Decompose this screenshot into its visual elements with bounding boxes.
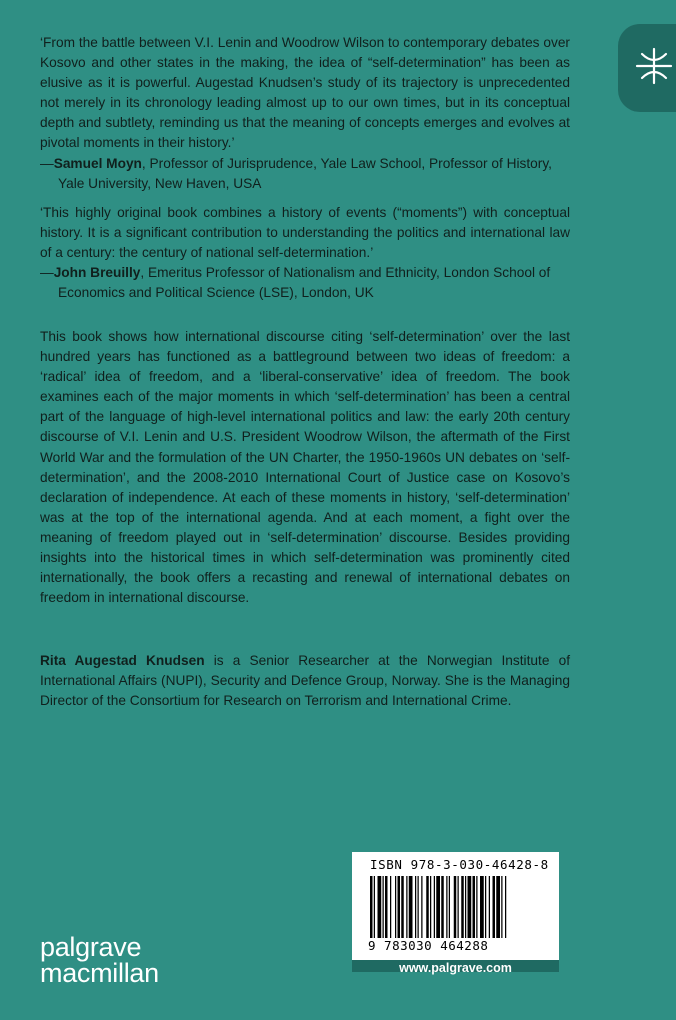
barcode-bar bbox=[465, 876, 466, 938]
barcode-block bbox=[352, 852, 559, 972]
barcode-bar bbox=[383, 876, 384, 938]
barcode-bar bbox=[370, 876, 373, 938]
barcode-bar bbox=[430, 876, 431, 938]
barcode-bar bbox=[454, 876, 457, 938]
endorser-name: John Breuilly bbox=[53, 265, 141, 281]
barcode-bar bbox=[385, 876, 388, 938]
barcode-bar bbox=[406, 876, 407, 938]
barcode-bar bbox=[401, 876, 404, 938]
barcode-bar bbox=[374, 876, 375, 938]
barcode-bar bbox=[426, 876, 429, 938]
praise-attribution bbox=[40, 154, 570, 194]
endorser-name: Samuel Moyn bbox=[53, 155, 142, 171]
publisher-line-1: palgrave bbox=[40, 932, 142, 962]
barcode-bar bbox=[485, 876, 486, 938]
barcode-bar bbox=[461, 876, 464, 938]
barcode-bar bbox=[441, 876, 444, 938]
barcode-image bbox=[370, 876, 542, 938]
attribution-dash: — bbox=[40, 155, 54, 171]
barcode-bar bbox=[418, 876, 419, 938]
barcode-bar bbox=[468, 876, 472, 938]
publisher-line-2: macmillan bbox=[40, 958, 159, 988]
palgrave-logo-icon bbox=[634, 46, 674, 86]
isbn-label: ISBN 978-3-030-46428-8 bbox=[370, 857, 549, 872]
praise-quote-text: ‘This highly original book combines a history of events (“moments”) with conceptual history. It is a significant contribution to understanding the politics and international law of a century: the century of national self-determination.’ bbox=[40, 205, 570, 261]
barcode-bar bbox=[421, 876, 422, 938]
barcode-bar bbox=[390, 876, 391, 938]
author-bio-text: is a Senior Researcher at the Norwegian Institute of International Affairs (NUPI), Security and Defence Group, Norway. She is the Managing Director of the Consortium for Research on Terrorism and International Crime. bbox=[40, 653, 570, 709]
barcode-bar bbox=[505, 876, 506, 938]
publisher-wordmark bbox=[40, 934, 159, 986]
barcode-bar bbox=[449, 876, 450, 938]
praise-quote-text: ‘From the battle between V.I. Lenin and Woodrow Wilson to contemporary debates over Kosovo and other states in the making, the idea of “self-determination” has been as elusive as it is powerful. Augestad Knudsen’s study of its trajectory is unprecedented not merely in its chronology leading almost up to our own times, but in its conceptual depth and subtlety, reminding us that the meaning of concepts emerges and evolves at pivotal moments in their history.’ bbox=[40, 35, 570, 151]
praise-attribution bbox=[40, 263, 570, 303]
publisher-badge bbox=[618, 24, 676, 112]
barcode-bar bbox=[496, 876, 500, 938]
barcode-bar bbox=[395, 876, 396, 938]
author-bio bbox=[40, 651, 570, 711]
barcode-bar bbox=[489, 876, 490, 938]
barcode-bar bbox=[378, 876, 382, 938]
barcode-bar bbox=[415, 876, 416, 938]
endorser-affiliation: , Professor of Jurisprudence, Yale Law School, Professor of History, Yale University, New Haven, USA bbox=[58, 155, 552, 191]
book-description: This book shows how international discourse citing ‘self-determination’ over the last hundred years has functioned as a battleground between two ideas of freedom: a ‘radical’ idea of freedom, and a ‘liberal-conservative’ idea of freedom. The book examines each of the major moments in which ‘self-determination’ has been a central part of the language of high-level international politics and law: the early 20th century discourse of V.I. Lenin and U.S. President Woodrow Wilson, the aftermath of the First World War and the formulation of the UN Charter, the 1950-1960s UN debates on ‘self-determination’, and the 2008-2010 International Court of Justice case on Kosovo’s declaration of independence. At each of these moments in history, ‘self-determination’ was at the top of the international agenda. And at each moment, a fight over the meaning of freedom played out in ‘self-determination’ discourse. Besides providing insights into the historical times in which self-determination was prominently cited internationally, the book offers a recasting and renewal of international debates on freedom in international discourse. bbox=[40, 329, 570, 606]
attribution-dash: — bbox=[40, 265, 54, 281]
website-url[interactable]: www.palgrave.com bbox=[399, 961, 512, 975]
barcode-bar bbox=[398, 876, 401, 938]
barcode-card bbox=[352, 852, 559, 960]
barcode-bar bbox=[436, 876, 440, 938]
praise-quote-2 bbox=[40, 203, 570, 303]
praise-quote-1 bbox=[40, 33, 570, 194]
barcode-bar bbox=[409, 876, 413, 938]
barcode-bar bbox=[480, 876, 484, 938]
barcode-bar bbox=[473, 876, 476, 938]
barcode-bar bbox=[493, 876, 496, 938]
barcode-digits: 9 783030 464288 bbox=[368, 938, 489, 953]
barcode-bar bbox=[434, 876, 435, 938]
barcode-bar bbox=[458, 876, 459, 938]
barcode-bar bbox=[501, 876, 502, 938]
barcode-bar bbox=[446, 876, 447, 938]
barcode-bar bbox=[476, 876, 477, 938]
author-name: Rita Augestad Knudsen bbox=[40, 653, 205, 668]
endorser-affiliation: , Emeritus Professor of Nationalism and Ethnicity, London School of Economics and Political Science (LSE), London, UK bbox=[58, 265, 551, 301]
